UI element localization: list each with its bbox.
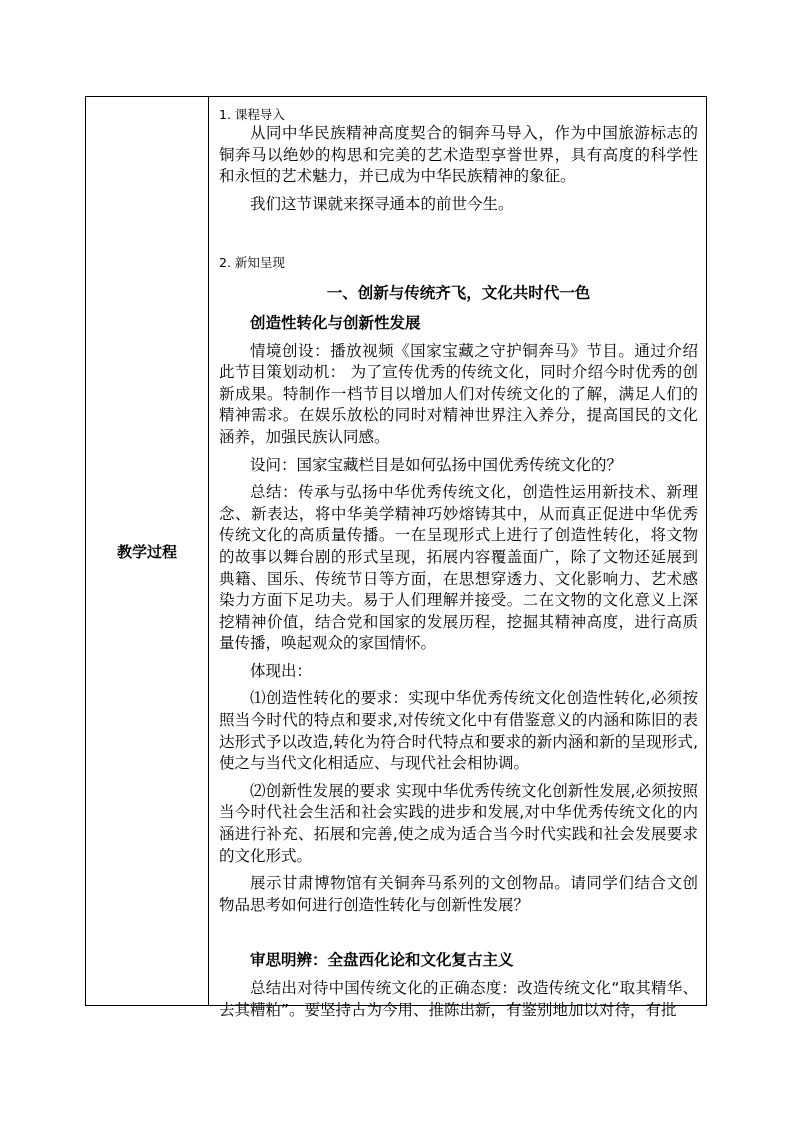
intro-heading: 1. 课程导入 [219,107,285,122]
spacer [219,215,698,255]
content-body [209,97,706,1019]
reflects-paragraph: 体现出： [250,661,313,680]
exhibit-paragraph: 展示甘肃博物馆有关铜奔马系列的文创物品。请同学们结合文创物品思考如何进行创造性转化与创新性发展？ [219,874,698,914]
table-row [86,97,707,1006]
conclusion-paragraph: 总结出对待中国传统文化的正确态度：改造传统文化“取其精华、去其糟粕”。要坚持古为今用、推陈出新，有鉴别地加以对待，有批 [219,979,698,1019]
point-1: ⑴创造性转化的要求：实现中华优秀传统文化创造性转化,必须按照当今时代的特点和要求,对传统文化中有借鉴意义的内涵和陈旧的表达形式予以改造,转化为符合时代特点和要求的新内涵和新的呈现形式,使之与当代文化相适应、与现代社会相协调。 [219,689,698,773]
sub-title-2: 审思明辨：全盘西化论和文化复古主义 [250,951,514,970]
intro-paragraph-2: 我们这节课就来探寻通本的前世今生。 [250,194,514,213]
section-title: 一、创新与传统齐飞，文化共时代一色 [326,284,591,303]
sub-title: 创造性转化与创新性发展 [250,313,421,332]
summary-paragraph: 总结：传承与弘扬中华优秀传统文化，创造性运用新技术、新理念、新表达，将中华美学精神巧妙熔铸其中，从而真正促进中华优秀传统文化的高质量传播。一在呈现形式上进行了创造性转化，将文物的故事以舞台剧的形式呈现，拓展内容覆盖面广，除了文物还延展到典籍、国乐、传统节日等方面，在思想穿透力、文化影响力、艺术感染力方面下足功夫。易于人们理解并接受。二在文物的文化意义上深挖精神价值，结合党和国家的发展历程，挖掘其精神高度，进行高质量传播，唤起观众的家国情怀。 [219,483,698,653]
question-paragraph: 设问：国家宝藏栏目是如何弘扬中国优秀传统文化的？ [250,455,623,474]
content-cell [209,97,707,1019]
spacer [219,916,698,942]
row-label: 教学过程 [116,542,177,561]
intro-paragraph: 从同中华民族精神高度契合的铜奔马导入，作为中国旅游标志的铜奔马以绝妙的构思和完美的艺术造型享誉世界，具有高度的科学性和永恒的艺术魅力，并已成为中华民族精神的象征。 [219,124,698,186]
new-knowledge-heading: 2. 新知呈现 [219,255,285,271]
lesson-table [85,96,707,1019]
label-cell [86,97,209,1006]
scenario-paragraph: 情境创设：播放视频《国家宝藏之守护铜奔马》节目。通过介绍此节目策划动机： 为了宣传优秀的传统文化，同时介绍今时优秀的创新成果。特制作一档节目以增加人们对传统文化的了解，满足人们的精神需求。在娱乐放松的同时对精神世界注入养分，提高国民的文化涵养，加强民族认同感。 [219,341,698,446]
point-2: ⑵创新性发展的要求 实现中华优秀传统文化创新性发展,必须按照当今时代社会生活和社会实践的进步和发展,对中华优秀传统文化的内涵进行补充、拓展和完善,使之成为适合当今时代实践和社会发展要求的文化形式。 [219,781,698,865]
